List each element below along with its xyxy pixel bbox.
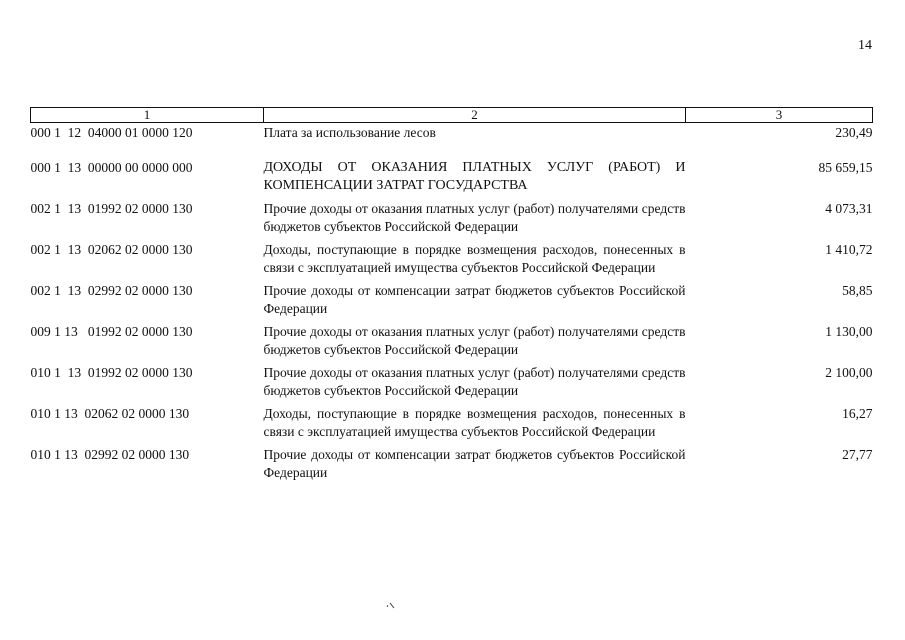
row-description: Плата за использование лесов — [263, 125, 436, 140]
table-header-row — [31, 108, 873, 123]
row-code: 010 1 13 02992 02 0000 130 — [30, 446, 190, 462]
column-header-amount: 3 — [686, 108, 873, 123]
row-description: Прочие доходы от компенсации затрат бюджетов субъектов Российской Федерации — [263, 446, 686, 480]
row-amount: 58,85 — [842, 282, 873, 298]
scan-speck-mark — [386, 602, 396, 610]
table-row — [31, 363, 873, 404]
table-row — [31, 404, 873, 445]
row-code: 010 1 13 02062 02 0000 130 — [30, 405, 190, 421]
table-row — [31, 240, 873, 281]
row-description: Доходы, поступающие в порядке возмещения расходов, понесенных в связи с эксплуатацией имущества субъектов Российской Федерации — [263, 241, 686, 275]
row-code: 000 1 13 00000 00 0000 000 — [30, 159, 193, 175]
table-row — [31, 199, 873, 240]
row-amount: 2 100,00 — [825, 364, 873, 380]
row-code: 002 1 13 02992 02 0000 130 — [30, 282, 193, 298]
column-header-code: 1 — [31, 108, 264, 123]
budget-revenue-table — [30, 107, 873, 486]
row-description: Прочие доходы от оказания платных услуг (работ) получателями средств бюджетов субъектов Российской Федерации — [263, 323, 686, 357]
page-number: 14 — [858, 38, 872, 53]
row-code: 010 1 13 01992 02 0000 130 — [30, 364, 193, 380]
row-description: Прочие доходы от оказания платных услуг (работ) получателями средств бюджетов субъектов Российской Федерации — [263, 200, 686, 234]
row-description: Доходы, поступающие в порядке возмещения расходов, понесенных в связи с эксплуатацией имущества субъектов Российской Федерации — [263, 405, 686, 439]
row-amount: 230,49 — [835, 125, 873, 140]
row-amount: 27,77 — [842, 446, 873, 462]
row-code: 002 1 13 01992 02 0000 130 — [30, 200, 193, 216]
row-amount: 16,27 — [842, 405, 873, 421]
row-code: 009 1 13 01992 02 0000 130 — [30, 323, 193, 339]
table-row — [31, 281, 873, 322]
row-amount: 1 410,72 — [825, 241, 873, 257]
row-code: 002 1 13 02062 02 0000 130 — [30, 241, 193, 257]
table-row — [31, 146, 873, 199]
row-description: ДОХОДЫ ОТ ОКАЗАНИЯ ПЛАТНЫХ УСЛУГ (РАБОТ) И КОМПЕНСАЦИИ ЗАТРАТ ГОСУДАРСТВА — [263, 159, 686, 193]
column-header-description: 2 — [264, 108, 686, 123]
row-amount: 4 073,31 — [825, 200, 873, 216]
row-amount: 1 130,00 — [825, 323, 873, 339]
table-row — [31, 123, 873, 146]
table-row — [31, 322, 873, 363]
row-description: Прочие доходы от оказания платных услуг (работ) получателями средств бюджетов субъектов Российской Федерации — [263, 364, 686, 398]
row-description: Прочие доходы от компенсации затрат бюджетов субъектов Российской Федерации — [263, 282, 686, 316]
row-amount: 85 659,15 — [818, 159, 873, 175]
row-code: 000 1 12 04000 01 0000 120 — [30, 125, 193, 140]
table-row — [31, 445, 873, 486]
